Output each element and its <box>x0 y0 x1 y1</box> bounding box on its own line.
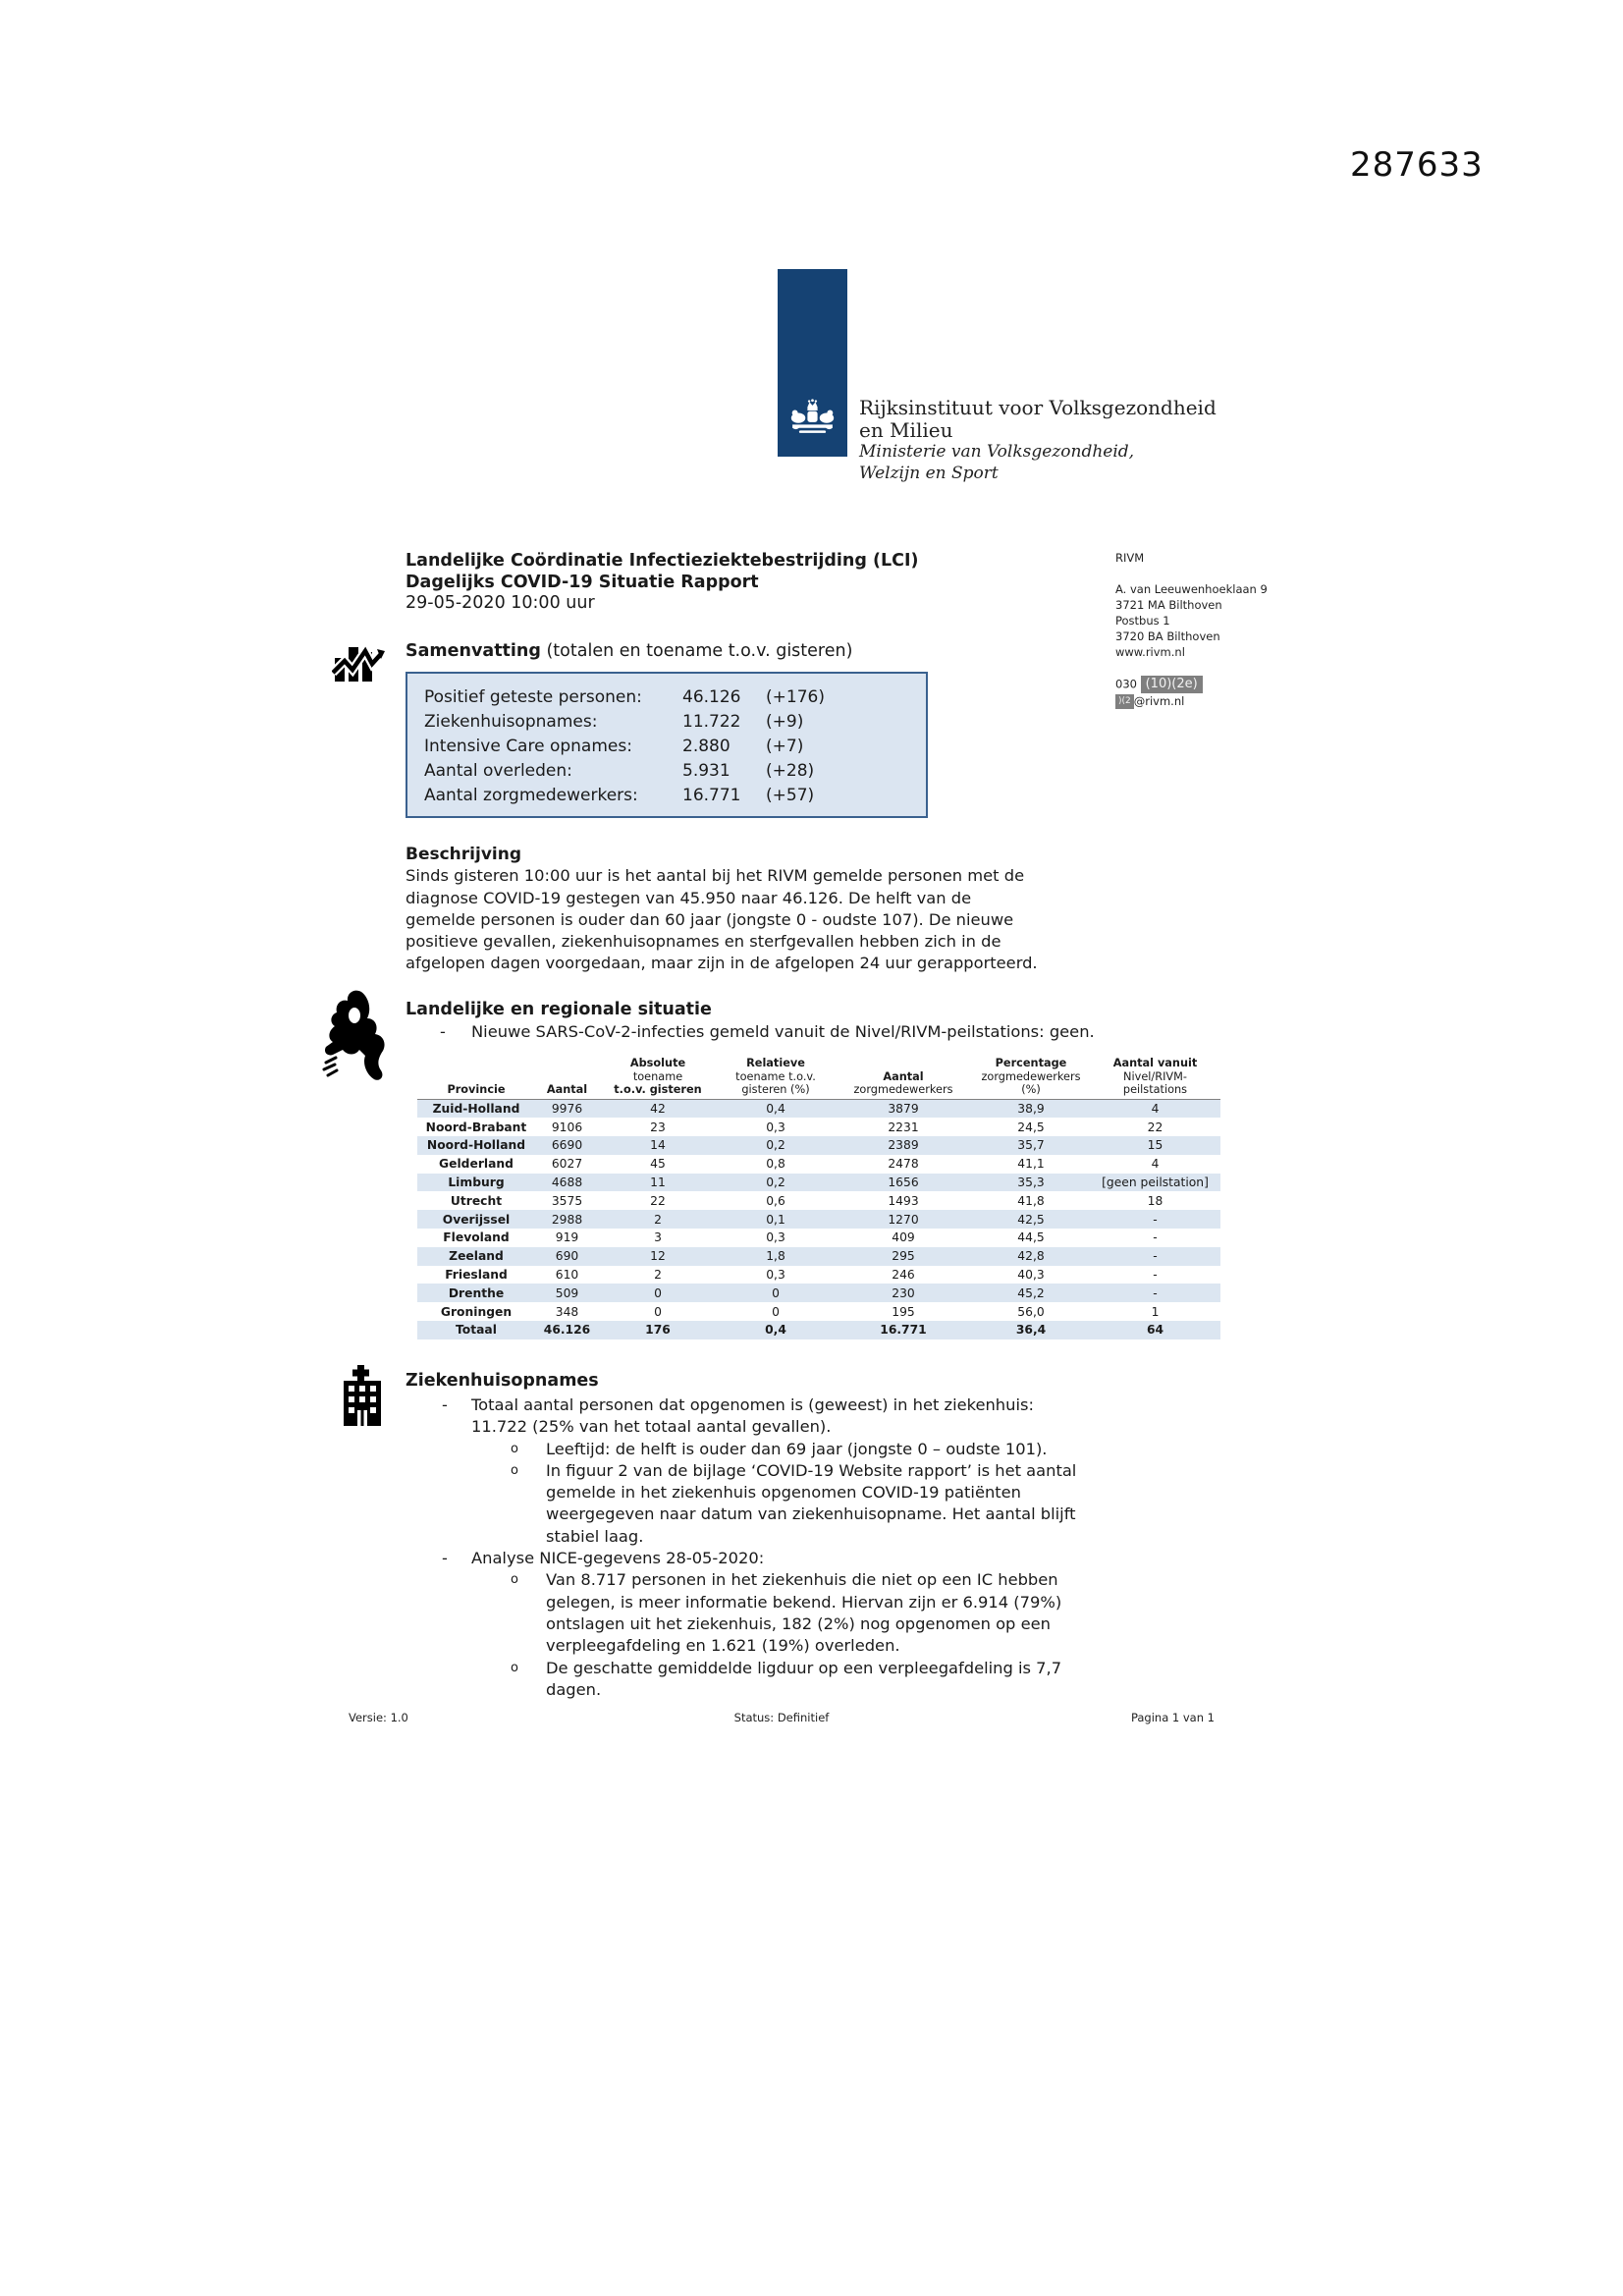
value-cell: 195 <box>892 1304 915 1319</box>
value-cell: 3575 <box>551 1193 583 1208</box>
bullet-marker: - <box>442 1549 448 1568</box>
value-cell: 610 <box>555 1268 579 1283</box>
header-line: toename t.o.v. <box>735 1069 816 1083</box>
table-row <box>417 1321 1220 1339</box>
header-line: Absolute <box>629 1057 686 1069</box>
province-cell: Noord-Brabant <box>425 1120 527 1134</box>
spacer <box>1115 566 1268 581</box>
table-row <box>417 1247 1220 1266</box>
value-cell: 3879 <box>888 1101 919 1116</box>
bullet-text: Van 8.717 personen in het ziekenhuis die niet op een IC hebben gelegen, is meer informatie bekend. Hiervan zijn er 6.914 (79%) ontslagen uit het ziekenhuis, 182 (2%) nog opgenomen op een verpleegafdeling en 1.621 (19%) overleden. <box>546 1570 1062 1656</box>
value-cell: 0,4 <box>766 1101 785 1116</box>
bullet-marker: - <box>440 1022 446 1041</box>
province-cell: Utrecht <box>450 1193 503 1208</box>
header-line: zorgmedewerkers <box>981 1069 1081 1083</box>
value-cell: 42,8 <box>1017 1249 1045 1264</box>
value-cell: [geen peilstation] <box>1102 1175 1209 1190</box>
value-cell: 40,3 <box>1017 1268 1045 1283</box>
address-line: 3720 BA Bilthoven <box>1115 629 1220 643</box>
regionale-bullet-text: Nieuwe SARS-CoV-2-infecties gemeld vanuit de Nivel/RIVM-peilstations: geen. <box>471 1022 1095 1041</box>
summary-value: 16.771 <box>682 786 741 805</box>
value-cell: 2988 <box>551 1212 583 1227</box>
summary-delta: (+9) <box>766 712 804 732</box>
table-header-cell <box>535 1083 599 1097</box>
value-cell: 14 <box>650 1138 666 1153</box>
header-line: peilstations <box>1122 1083 1188 1096</box>
footer-version: Versie: 1.0 <box>349 1711 408 1724</box>
samenvatting-heading-bold: Samenvatting <box>406 641 541 661</box>
value-cell: 509 <box>555 1285 579 1300</box>
value-cell: 0 <box>772 1285 780 1300</box>
bullet-item <box>406 1460 1132 1548</box>
table-row <box>417 1229 1220 1247</box>
value-cell: 2 <box>654 1268 662 1283</box>
document-number: 287633 <box>1350 145 1484 185</box>
province-cell: Gelderland <box>439 1157 514 1172</box>
summary-delta: (+28) <box>766 761 815 781</box>
value-cell: 18 <box>1147 1193 1163 1208</box>
table-row <box>417 1210 1220 1229</box>
spacer <box>1115 660 1268 676</box>
phone-prefix: 030 <box>1115 677 1137 691</box>
table-header-cell <box>599 1057 717 1097</box>
value-cell: 0 <box>772 1304 780 1319</box>
address-line: A. van Leeuwenhoeklaan 9 <box>1115 582 1268 596</box>
regionale-heading: Landelijke en regionale situatie <box>406 1000 712 1019</box>
value-cell: 9976 <box>551 1101 583 1116</box>
footer-status: Status: Definitief <box>733 1711 830 1724</box>
ziekenhuis-list <box>406 1394 1132 1701</box>
province-cell: Drenthe <box>448 1285 505 1300</box>
table-body <box>417 1100 1220 1339</box>
table-row <box>417 1100 1220 1119</box>
summary-value: 46.126 <box>682 687 741 707</box>
title-line3-date: 29-05-2020 10:00 uur <box>406 593 595 613</box>
rivm-logo-banner <box>778 269 847 457</box>
value-cell: 2 <box>654 1212 662 1227</box>
header-line: Percentage <box>995 1057 1067 1069</box>
summary-delta: (+176) <box>766 687 825 707</box>
coat-of-arms-icon <box>787 396 838 447</box>
bullet-item <box>406 1394 1132 1439</box>
value-cell: 176 <box>645 1323 671 1338</box>
table-row <box>417 1284 1220 1302</box>
netherlands-map-icon <box>322 988 391 1084</box>
summary-label: Aantal zorgmedewerkers: <box>424 786 638 805</box>
value-cell: 24,5 <box>1017 1120 1045 1134</box>
address-lines <box>1115 581 1268 660</box>
bullet-item <box>406 1658 1132 1702</box>
value-cell: 0,3 <box>766 1268 785 1283</box>
samenvatting-heading <box>406 641 852 661</box>
value-cell: 16.771 <box>880 1323 927 1338</box>
hospital-icon <box>338 1365 387 1426</box>
province-cell: Limburg <box>448 1175 505 1190</box>
bullet-text: Analyse NICE-gegevens 28-05-2020: <box>471 1549 765 1568</box>
value-cell: 690 <box>555 1249 579 1264</box>
header-line: toename <box>632 1069 683 1083</box>
summary-label: Positief geteste personen: <box>424 687 642 707</box>
header-line: Aantal <box>546 1083 588 1096</box>
value-cell: 1270 <box>888 1212 919 1227</box>
province-cell: Overijssel <box>442 1212 511 1227</box>
value-cell: 22 <box>650 1193 666 1208</box>
value-cell: 919 <box>555 1230 579 1245</box>
summary-row <box>424 784 926 808</box>
bullet-marker: o <box>511 1660 518 1675</box>
value-cell: 1 <box>1151 1304 1160 1319</box>
value-cell: 0 <box>654 1285 662 1300</box>
value-cell: 23 <box>650 1120 666 1134</box>
value-cell: 0,4 <box>765 1323 786 1338</box>
province-cell: Zeeland <box>449 1249 504 1264</box>
header-line: Relatieve <box>746 1057 805 1069</box>
value-cell: 44,5 <box>1017 1230 1045 1245</box>
header-line: gisteren (%) <box>741 1083 810 1096</box>
contact-org: RIVM <box>1115 551 1145 565</box>
report-title <box>406 551 918 615</box>
value-cell: 348 <box>555 1304 579 1319</box>
value-cell: 42 <box>650 1101 666 1116</box>
value-cell: 2478 <box>888 1157 919 1172</box>
value-cell: 0,3 <box>766 1230 785 1245</box>
header-line: Aantal <box>883 1069 924 1083</box>
value-cell: 0 <box>654 1304 662 1319</box>
value-cell: 15 <box>1147 1138 1163 1153</box>
logo-ministry-line2: Welzijn en Sport <box>859 463 999 483</box>
header-line: (%) <box>1021 1083 1041 1096</box>
email-line <box>1115 693 1268 709</box>
summary-value: 2.880 <box>682 737 730 756</box>
summary-label: Aantal overleden: <box>424 761 572 781</box>
value-cell: 0,2 <box>766 1138 785 1153</box>
header-line: zorgmedewerkers <box>853 1083 953 1096</box>
header-line: Aantal vanuit <box>1112 1057 1198 1069</box>
value-cell: 45,2 <box>1017 1285 1045 1300</box>
value-cell: 22 <box>1147 1120 1163 1134</box>
value-cell: 41,8 <box>1017 1193 1045 1208</box>
value-cell: 46.126 <box>543 1323 591 1338</box>
value-cell: 0,8 <box>766 1157 785 1172</box>
value-cell: 45 <box>650 1157 666 1172</box>
title-line2: Dagelijks COVID-19 Situatie Rapport <box>406 572 759 592</box>
summary-delta: (+57) <box>766 786 815 805</box>
value-cell: 11 <box>650 1175 666 1190</box>
logo-ministry-line1: Ministerie van Volksgezondheid, <box>859 442 1135 462</box>
value-cell: 9106 <box>551 1120 583 1134</box>
summary-rows <box>424 685 926 808</box>
table-header-cell <box>972 1057 1090 1097</box>
value-cell: 0,3 <box>766 1120 785 1134</box>
value-cell: 42,5 <box>1017 1212 1045 1227</box>
value-cell: 36,4 <box>1015 1323 1047 1338</box>
value-cell: 230 <box>892 1285 915 1300</box>
footer-page: Pagina 1 van 1 <box>1130 1711 1215 1724</box>
bullet-text: Totaal aantal personen dat opgenomen is (geweest) in het ziekenhuis: 11.722 (25% van het totaal aantal gevallen). <box>471 1395 1034 1437</box>
address-line: Postbus 1 <box>1115 614 1170 628</box>
bullet-text: De geschatte gemiddelde ligduur op een verpleegafdeling is 7,7 dagen. <box>546 1658 1062 1699</box>
table-row <box>417 1118 1220 1136</box>
value-cell: - <box>1153 1285 1158 1300</box>
province-table <box>417 1057 1220 1339</box>
table-row <box>417 1191 1220 1210</box>
summary-row <box>424 685 926 710</box>
beschrijving-heading: Beschrijving <box>406 845 522 864</box>
value-cell: 2389 <box>888 1138 919 1153</box>
beschrijving-text: Sinds gisteren 10:00 uur is het aantal bij het RIVM gemelde personen met de diagnose COVID-19 gestegen van 45.950 naar 46.126. De helft van de gemelde personen is ouder dan 60 jaar (jongste 0 - oudste 107). De nieuwe positieve gevallen, ziekenhuisopnames en sterfgevallen hebben zich in de afgelopen dagen voorgedaan, maar zijn in de afgelopen 24 uur gerapporteerd. <box>406 866 1038 973</box>
table-header-cell <box>417 1083 535 1097</box>
value-cell: 4 <box>1151 1101 1160 1116</box>
bullet-marker: o <box>511 1572 518 1588</box>
value-cell: 246 <box>892 1268 915 1283</box>
value-cell: 1656 <box>888 1175 919 1190</box>
value-cell: - <box>1153 1230 1158 1245</box>
bullet-marker: o <box>511 1462 518 1478</box>
summary-row <box>424 735 926 759</box>
bullet-text: Leeftijd: de helft is ouder dan 69 jaar (jongste 0 – oudste 101). <box>546 1439 1048 1458</box>
table-row <box>417 1266 1220 1285</box>
page-footer <box>349 1711 1215 1724</box>
chart-icon <box>332 638 385 683</box>
value-cell: 41,1 <box>1017 1157 1045 1172</box>
table-row <box>417 1302 1220 1321</box>
table-row <box>417 1136 1220 1155</box>
summary-label: Ziekenhuisopnames: <box>424 712 598 732</box>
table-row <box>417 1155 1220 1174</box>
value-cell: 409 <box>892 1230 915 1245</box>
summary-box <box>406 672 928 818</box>
bullet-marker: - <box>442 1395 448 1414</box>
regionale-bullet <box>440 1021 1095 1043</box>
email-suffix: @rivm.nl <box>1133 694 1185 708</box>
value-cell: 35,3 <box>1017 1175 1045 1190</box>
value-cell: 56,0 <box>1017 1304 1045 1319</box>
bullet-marker: o <box>511 1441 518 1456</box>
value-cell: 2231 <box>888 1120 919 1134</box>
rivm-logo-text <box>859 397 1217 484</box>
value-cell: 35,7 <box>1017 1138 1045 1153</box>
value-cell: 38,9 <box>1017 1101 1045 1116</box>
header-line: t.o.v. gisteren <box>614 1083 702 1096</box>
table-row <box>417 1174 1220 1192</box>
value-cell: 6027 <box>551 1157 583 1172</box>
header-line: Provincie <box>447 1083 506 1096</box>
value-cell: - <box>1153 1212 1158 1227</box>
table-header-cell <box>717 1057 835 1097</box>
province-cell: Friesland <box>445 1268 508 1283</box>
header-line: Nivel/RIVM- <box>1123 1069 1187 1083</box>
summary-label: Intensive Care opnames: <box>424 737 632 756</box>
value-cell: 3 <box>654 1230 662 1245</box>
ziekenhuis-heading: Ziekenhuisopnames <box>406 1371 599 1391</box>
province-cell: Noord-Holland <box>426 1138 526 1153</box>
value-cell: 12 <box>650 1249 666 1264</box>
value-cell: 64 <box>1146 1323 1164 1338</box>
value-cell: 6690 <box>551 1138 583 1153</box>
logo-org-line1: Rijksinstituut voor Volksgezondheid <box>859 396 1217 419</box>
summary-row <box>424 710 926 735</box>
value-cell: 1,8 <box>766 1249 785 1264</box>
value-cell: 295 <box>892 1249 915 1264</box>
value-cell: 0,6 <box>766 1193 785 1208</box>
address-line: 3721 MA Bilthoven <box>1115 598 1222 612</box>
bullet-item <box>406 1569 1132 1657</box>
bullet-text: In figuur 2 van de bijlage ‘COVID-19 Website rapport’ is het aantal gemelde in het ziekenhuis opgenomen COVID-19 patiënten weergegeven naar datum van ziekenhuisopname. Het aantal blijft stabiel laag. <box>546 1460 1077 1546</box>
province-cell: Groningen <box>440 1304 513 1319</box>
value-cell: 4 <box>1151 1157 1160 1172</box>
value-cell: 4688 <box>551 1175 583 1190</box>
samenvatting-heading-suffix: (totalen en toename t.o.v. gisteren) <box>540 641 853 661</box>
summary-value: 11.722 <box>682 712 741 732</box>
bullet-item <box>406 1439 1132 1460</box>
logo-org-line2: en Milieu <box>859 418 953 442</box>
phone-redaction-box: (10)(2e) <box>1141 676 1203 693</box>
summary-row <box>424 759 926 784</box>
value-cell: 1493 <box>888 1193 919 1208</box>
province-cell: Zuid-Holland <box>432 1101 520 1116</box>
value-cell: 0,2 <box>766 1175 785 1190</box>
email-redaction-box: )(2 <box>1115 694 1134 709</box>
table-header-cell <box>1090 1057 1220 1097</box>
contact-block <box>1115 550 1268 709</box>
province-cell: Flevoland <box>443 1230 510 1245</box>
beschrijving-section <box>406 844 1042 975</box>
summary-value: 5.931 <box>682 761 730 781</box>
value-cell: - <box>1153 1268 1158 1283</box>
table-header <box>417 1057 1220 1100</box>
phone-line <box>1115 676 1268 693</box>
address-line: www.rivm.nl <box>1115 645 1185 659</box>
bullet-item <box>406 1548 1132 1569</box>
summary-delta: (+7) <box>766 737 804 756</box>
table-header-cell <box>835 1070 972 1097</box>
value-cell: 0,1 <box>766 1212 785 1227</box>
value-cell: - <box>1153 1249 1158 1264</box>
title-line1: Landelijke Coördinatie Infectieziektebestrijding (LCI) <box>406 551 919 571</box>
province-cell: Totaal <box>456 1323 497 1338</box>
